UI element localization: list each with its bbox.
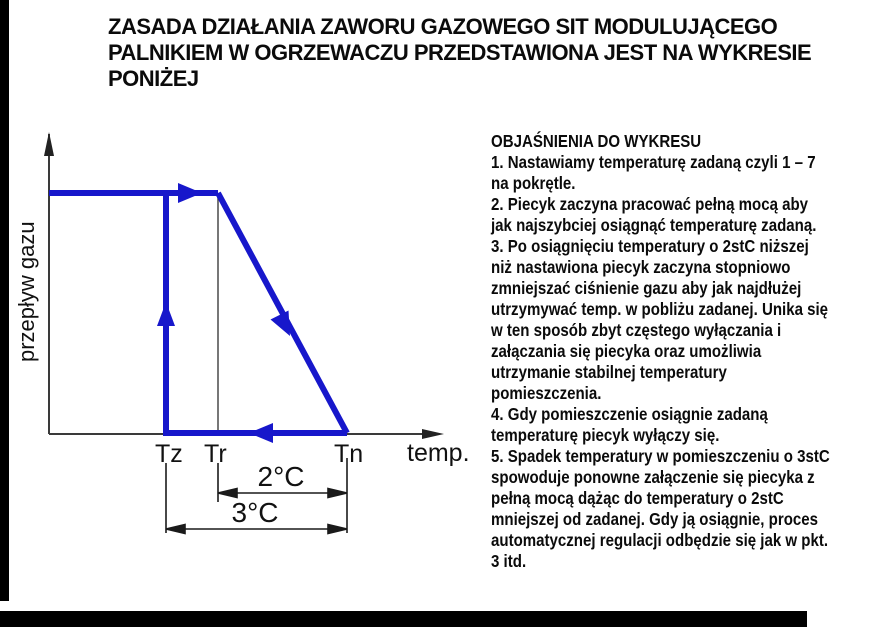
explanation-line: na pokrętle. [491,173,576,193]
title-line-1: ZASADA DZIAŁANIA ZAWORU GAZOWEGO SIT MODULUJĄCEGO [108,14,778,39]
arrow-right-icon [178,183,202,203]
explanation-line: w ten sposób zbyt częstego wyłączania i [491,320,782,340]
page-title [108,14,811,92]
dim-2c-right-arrow-icon [328,489,347,498]
tick-tz: Tz [155,440,183,468]
y-axis-arrow-icon [44,132,54,156]
x-axis-label: temp. [407,439,470,467]
bottom-edge-black-bar [0,611,807,627]
explanation-line: temperaturę piecyk wyłączy się. [491,425,720,445]
dim-3c-right-arrow-icon [328,525,347,534]
explanation-line: utrzymanie stabilnej temperatury [491,362,727,382]
gas-valve-graph [0,120,500,550]
explanation-line: 5. Spadek temperatury w pomieszczeniu o 3stC [491,446,830,466]
explanation-line: jak najszybciej osiągnąć temperaturę zadaną. [491,215,817,235]
explanation-line: zmniejszać ciśnienie gazu aby jak najdłużej [491,278,802,298]
explanation-line: pomieszczenia. [491,383,602,403]
arrow-up-icon [157,302,175,326]
explanation-line: automatycznej regulacji odbędzie się jak w pkt. [491,530,829,550]
dim-3c-left-arrow-icon [166,525,185,534]
curve-direction-arrows [157,183,290,443]
arrow-left-icon [249,423,273,443]
explanation-line: spowoduje ponowne załączenie się piecyka z [491,467,815,487]
dim-3c-label: 3°C [231,497,279,528]
curve-diagonal-segment [218,193,347,433]
explanation-line: utrzymywać temp. w pobliżu zadanej. Unika się [491,299,829,319]
tick-tn: Tn [334,440,364,468]
tick-tr: Tr [204,440,227,468]
explanation-line: 4. Gdy pomieszczenie osiągnie zadaną [491,404,768,424]
explanation-line: 1. Nastawiamy temperaturę zadaną czyli 1 – 7 [491,152,816,172]
explanation-line: 3. Po osiągnięciu temperatury o 2stC niższej [491,236,809,256]
explanation-heading: OBJAŚNIENIA DO WYKRESU [491,131,702,151]
explanation-line: pełną mocą dążąc do temperatury o 2stC [491,488,784,508]
explanation-line: mniejszej od zadanej. Gdy ją osiągnie, proces [491,509,819,529]
explanation-line: załączania się piecyka oraz umożliwia [491,341,762,361]
explanation-line: niż nastawiona piecyk zaczyna stopniowo [491,257,791,277]
title-line-3: PONIŻEJ [108,66,199,91]
title-line-2: PALNIKIEM W OGRZEWACZU PRZEDSTAWIONA JEST NA WYKRESIE [108,40,812,65]
explanation-line: 2. Piecyk zaczyna pracować pełną mocą aby [491,194,809,214]
explanation-line: 3 itd. [491,551,527,571]
dim-2c-label: 2°C [257,461,305,492]
gas-flow-curve [49,190,347,436]
y-axis-label: przepływ gazu [14,221,39,362]
explanation-block [491,131,830,572]
x-axis-arrow-icon [422,429,444,439]
